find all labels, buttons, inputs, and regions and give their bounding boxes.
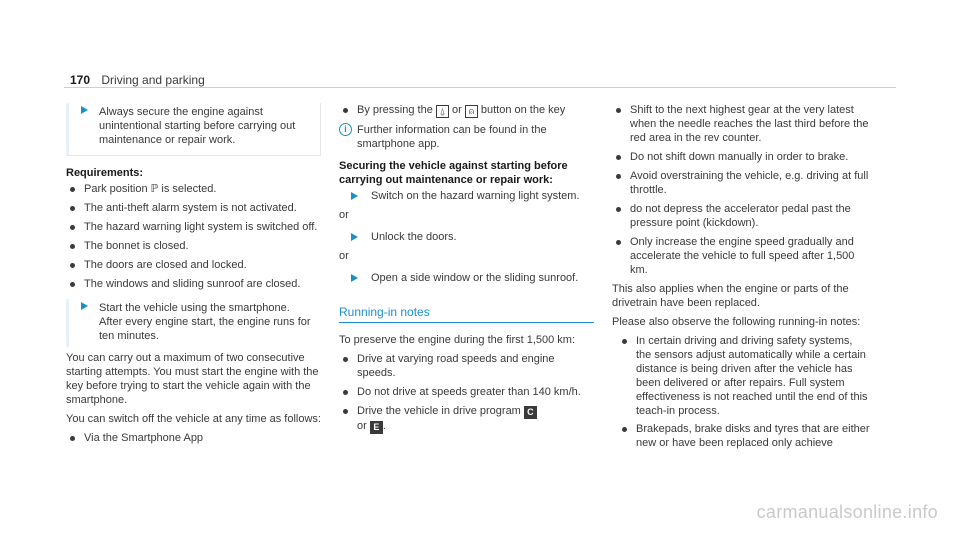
or-label: or xyxy=(339,209,349,221)
step-arrow-icon xyxy=(351,233,358,241)
bullet-icon xyxy=(616,155,621,160)
step-arrow-icon xyxy=(81,106,88,114)
list-item-text: Do not shift down manually in order to brake. xyxy=(630,151,849,163)
bullet-icon xyxy=(616,240,621,245)
list-item-text: Do not drive at speeds greater than 140 km/h. xyxy=(357,386,581,398)
paragraph: Please also observe the following running-in notes: xyxy=(612,316,861,328)
paragraph: This also applies when the engine or parts of the drivetrain have been replaced. xyxy=(612,283,849,309)
list-item-text: Avoid overstraining the vehicle, e.g. driving at full throttle. xyxy=(630,170,869,196)
list-item-text: The doors are closed and locked. xyxy=(84,259,247,271)
step-text: Open a side window or the sliding sunroof. xyxy=(371,272,579,284)
list-item xyxy=(66,277,321,291)
bullet-icon xyxy=(343,357,348,362)
paragraph: You can carry out a maximum of two consecutive starting attempts. You must start the engine with the key before trying to start the vehicle again with the smartphone. xyxy=(66,352,319,406)
list-item xyxy=(66,182,321,196)
list-item-text: button on the key xyxy=(480,104,566,116)
list-item-text: or xyxy=(357,420,367,432)
bullet-icon xyxy=(616,207,621,212)
bullet-icon xyxy=(70,206,75,211)
step xyxy=(339,271,594,285)
list-item xyxy=(339,103,594,118)
list-item xyxy=(339,385,594,399)
list-item-text: In certain driving and driving safety systems, the sensors adjust automatically while a certain distance is being driven after the vehicle has been delivered or after repairs. Full system effectiveness is not reached until the end of this teach-in process. xyxy=(636,335,868,417)
list-item xyxy=(612,202,870,230)
step-arrow-icon xyxy=(81,302,88,310)
list-item-text: do not depress the accelerator pedal past the pressure point (kickdown). xyxy=(630,203,851,229)
page-header xyxy=(70,73,205,87)
step xyxy=(339,230,594,244)
info-icon: i xyxy=(339,123,352,136)
bullet-icon xyxy=(70,187,75,192)
start-step xyxy=(66,299,321,347)
list-item-text: Drive the vehicle in drive program xyxy=(357,405,521,417)
list-item-text: or xyxy=(451,104,462,116)
list-item xyxy=(612,235,870,277)
list-item xyxy=(66,239,321,253)
requirements-list xyxy=(66,182,321,291)
safety-note xyxy=(66,103,321,156)
bullet-icon xyxy=(616,108,621,113)
step xyxy=(339,189,594,203)
step-note-text: After every engine start, the engine runs for ten minutes. xyxy=(99,316,311,342)
list-item-text: Park position ℙ is selected. xyxy=(84,183,217,195)
list-item xyxy=(339,352,594,380)
column-3 xyxy=(612,103,870,454)
bullet-icon xyxy=(343,390,348,395)
column-2 xyxy=(339,103,594,439)
key-lock-icon: ⍙ xyxy=(436,105,449,118)
list-item xyxy=(612,103,870,145)
list-item xyxy=(612,150,870,164)
paragraph: You can switch off the vehicle at any time as follows: xyxy=(66,413,321,425)
list-item xyxy=(66,431,321,445)
bullet-icon xyxy=(70,225,75,230)
bullet-icon xyxy=(70,436,75,441)
list-item-text: Via the Smartphone App xyxy=(84,432,204,444)
list-item-text: The bonnet is closed. xyxy=(84,240,189,252)
section-heading: Running-in notes xyxy=(339,305,594,323)
list-item xyxy=(66,258,321,272)
info-text: Further information can be found in the smartphone app. xyxy=(357,124,547,150)
bullet-icon xyxy=(70,244,75,249)
key-unlock-icon: ⍝ xyxy=(465,105,478,118)
bullet-icon xyxy=(343,409,348,414)
list-item-text: The hazard warning light system is switched off. xyxy=(84,221,318,233)
list-item-text: The anti-theft alarm system is not activated. xyxy=(84,202,297,214)
or-label: or xyxy=(339,250,349,262)
list-item-text: By pressing the xyxy=(357,104,433,116)
step-text: Unlock the doors. xyxy=(371,231,457,243)
bullet-icon xyxy=(622,339,627,344)
section-title: Driving and parking xyxy=(101,73,205,87)
list-item xyxy=(66,201,321,215)
paragraph: To preserve the engine during the first 1,500 km: xyxy=(339,334,576,346)
bullet-icon xyxy=(70,263,75,268)
header-divider xyxy=(64,87,896,88)
list-item: Drive the vehicle in drive program C or E . xyxy=(339,404,594,434)
watermark: carmanualsonline.info xyxy=(756,502,938,522)
list-item-text: Drive at varying road speeds and engine speeds. xyxy=(357,353,555,379)
list-item-text: Only increase the engine speed gradually and accelerate the vehicle to full speed after 1,500 km. xyxy=(630,236,855,276)
list-item xyxy=(66,220,321,234)
drive-program-c-icon: C xyxy=(524,406,537,419)
list-item-text: Brakepads, brake disks and tyres that are either new or have been replaced only achieve xyxy=(636,423,870,449)
step-arrow-icon xyxy=(351,274,358,282)
list-item xyxy=(612,169,870,197)
list-item xyxy=(612,334,870,418)
column-1 xyxy=(66,103,321,450)
page-number: 170 xyxy=(70,73,91,87)
bullet-icon xyxy=(616,174,621,179)
securing-heading: Securing the vehicle against starting before carrying out maintenance or repair work: xyxy=(339,160,568,186)
bullet-icon xyxy=(622,427,627,432)
safety-note-text: Always secure the engine against unintentional starting before carrying out maintenance or repair work. xyxy=(99,106,296,146)
list-item xyxy=(612,422,870,450)
requirements-heading: Requirements: xyxy=(66,167,144,179)
info-note xyxy=(339,123,594,151)
list-item-text: Shift to the next highest gear at the very latest when the needle reaches the last third before the red area in the rev counter. xyxy=(630,104,869,144)
step-text: Start the vehicle using the smartphone. xyxy=(99,302,290,314)
list-item-text: The windows and sliding sunroof are closed. xyxy=(84,278,301,290)
bullet-icon xyxy=(343,108,348,113)
drive-program-e-icon: E xyxy=(370,421,383,434)
bullet-icon xyxy=(70,282,75,287)
step-arrow-icon xyxy=(351,192,358,200)
step-text: Switch on the hazard warning light system. xyxy=(371,190,580,202)
